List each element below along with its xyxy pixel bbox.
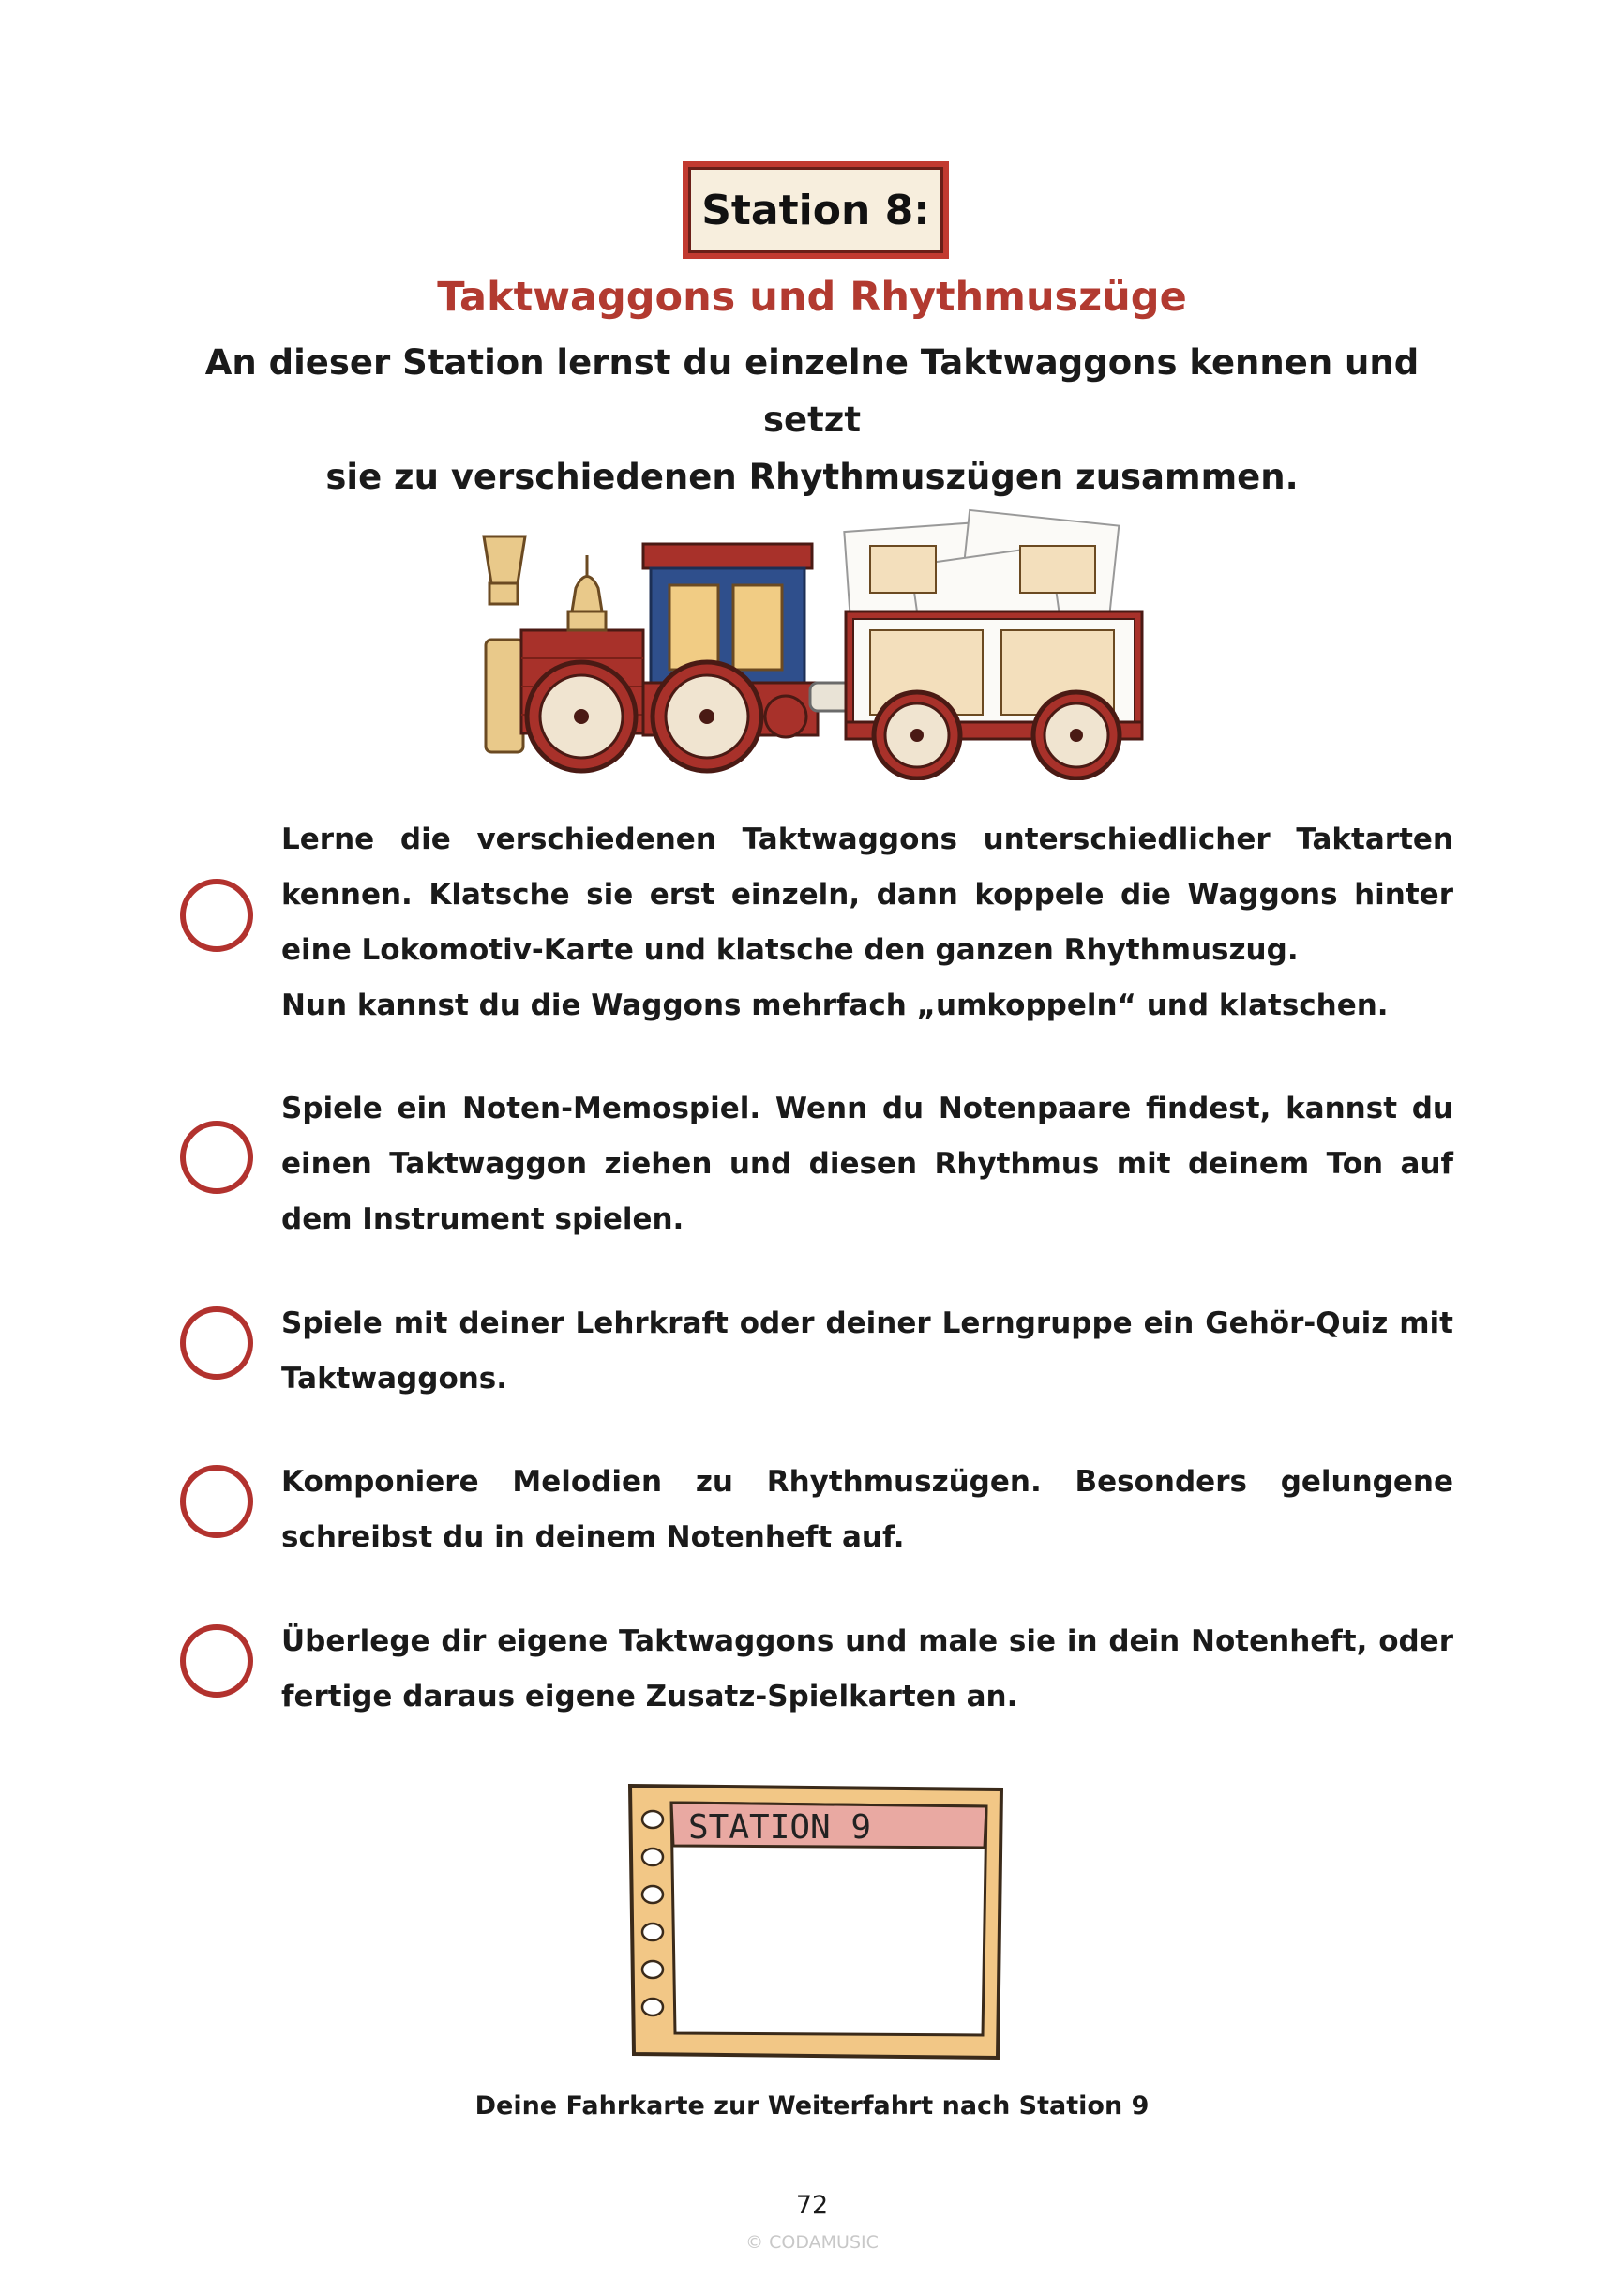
task-4-text: Komponiere Melodien zu Rhythmuszügen. Besonders gelungene schreibst du in deinem Notenheft auf. — [281, 1465, 1453, 1554]
task-5-text: Überlege dir eigene Taktwaggons und male sie in dein Notenheft, oder fertige daraus eigene Zusatz-Spielkarten an. — [281, 1624, 1453, 1713]
station-heading-box — [683, 161, 949, 259]
ticket-illustration — [626, 1780, 1005, 2061]
wagon-with-cards — [844, 510, 1142, 778]
task-5-checkbox[interactable] — [180, 1624, 253, 1698]
train-illustration — [476, 499, 1151, 780]
copyright: © CODAMUSIC — [745, 2232, 879, 2253]
task-3-checkbox[interactable] — [180, 1306, 253, 1380]
task-3-text: Spiele mit deiner Lehrkraft oder deiner Lerngruppe ein Gehör-Quiz mit Taktwaggons. — [281, 1306, 1453, 1396]
task-1-checkbox[interactable] — [180, 879, 253, 952]
ticket-label: STATION 9 — [688, 1808, 872, 1847]
page-title: Taktwaggons und Rhythmuszüge — [437, 274, 1187, 321]
station-heading: Station 8: — [688, 167, 943, 253]
task-1-text: Lerne die verschiedenen Taktwaggons unterschiedlicher Taktarten kennen. Klatsche sie erst einzeln, dann koppele die Waggons hinter eine Lokomotiv-Karte und klatsche den ganzen Rhythmuszug. Nun kannst du die Waggons mehrfach „umkoppeln“ und klatschen. — [281, 823, 1453, 1022]
locomotive — [484, 536, 853, 771]
page-number: 72 — [795, 2191, 829, 2220]
intro-line-2: sie zu verschiedenen Rhythmuszügen zusammen. — [325, 457, 1299, 497]
task-2-text: Spiele ein Noten-Memospiel. Wenn du Notenpaare findest, kannst du einen Taktwaggon ziehen und diesen Rhythmus mit deinem Ton auf dem Instrument spielen. — [281, 1092, 1453, 1236]
task-4-checkbox[interactable] — [180, 1465, 253, 1538]
task-2-checkbox[interactable] — [180, 1121, 253, 1194]
ticket-caption: Deine Fahrkarte zur Weiterfahrt nach Station 9 — [474, 2091, 1150, 2120]
intro-text — [178, 334, 1446, 506]
intro-line-1: An dieser Station lernst du einzelne Taktwaggons kennen und setzt — [204, 342, 1420, 440]
